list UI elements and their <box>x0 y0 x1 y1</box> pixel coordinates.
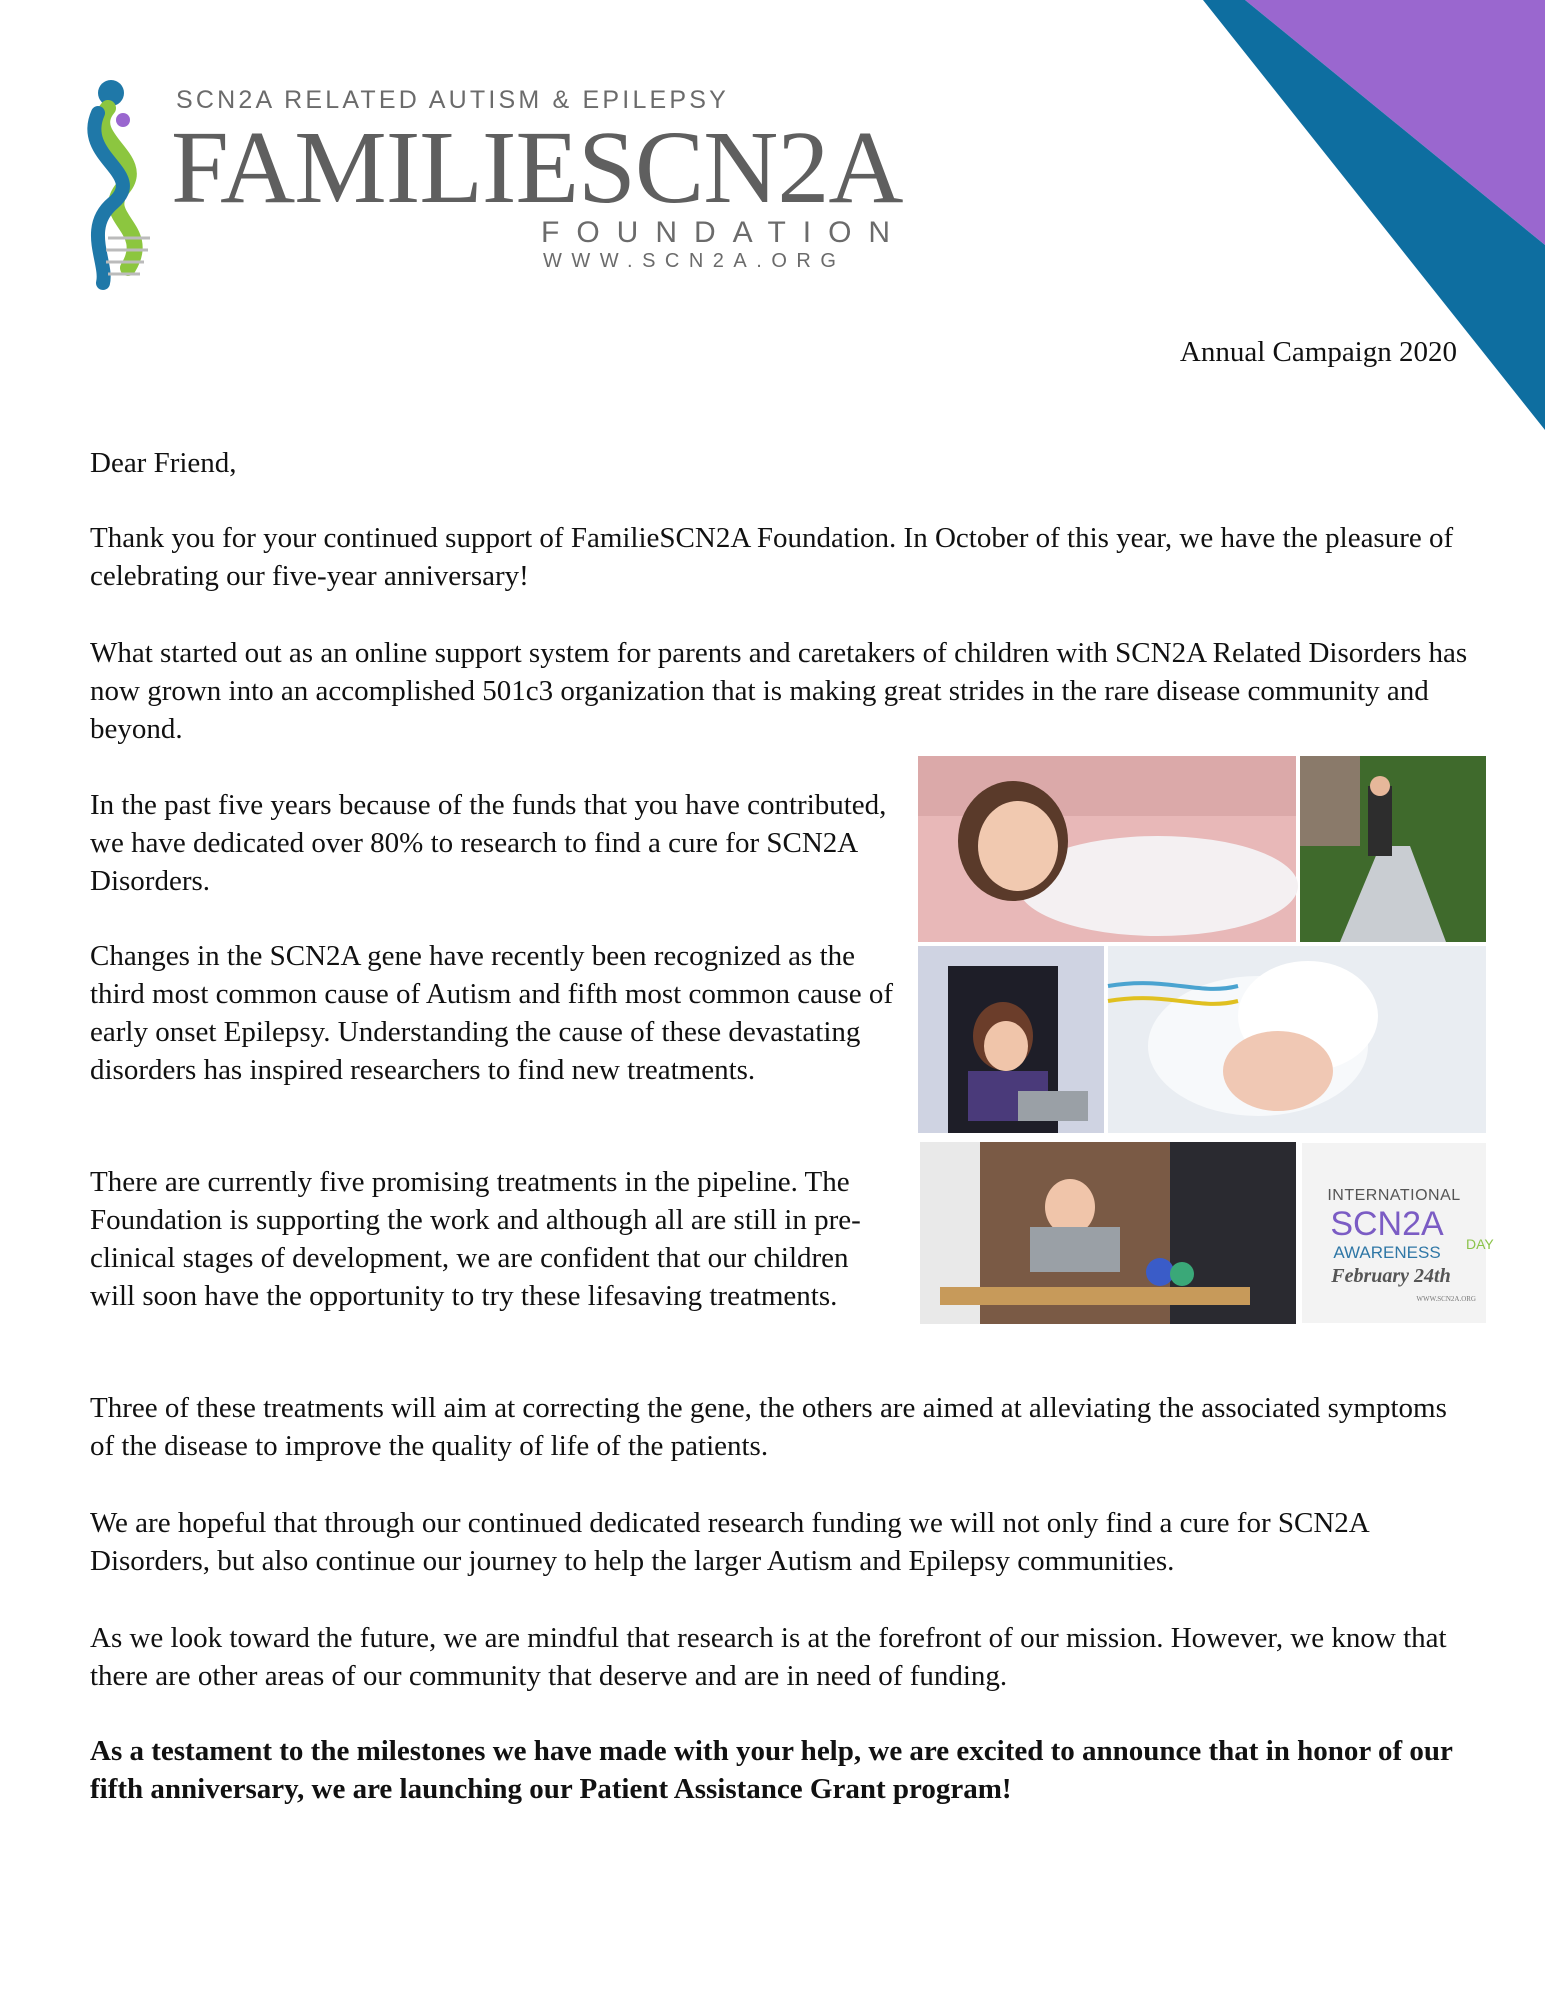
photo-boardwalk <box>1300 756 1486 942</box>
badge-international: INTERNATIONAL <box>1327 1187 1461 1204</box>
logo-tagline: SCN2A RELATED AUTISM & EPILEPSY <box>176 86 730 114</box>
badge-day: DAY <box>1466 1236 1494 1252</box>
paragraph-future: As we look toward the future, we are mindful that research is at the forefront of our mission. However, we know that there are other areas of our community that deserve and are in need of funding. <box>90 1622 1447 1692</box>
awareness-day-badge <box>1302 1143 1494 1323</box>
logo-brand-name: FAMILIESCN2A <box>171 110 903 225</box>
paragraph-funds: In the past five years because of the funds that you have contributed, we have dedicated over 80% to research to find a cure for SCN2A Disorders. <box>90 789 887 897</box>
badge-website: WWW.SCN2A.ORG <box>1416 1295 1476 1303</box>
photo-therapy-swing <box>920 1142 1296 1324</box>
paragraph-gene: Changes in the SCN2A gene have recently been recognized as the third most common cause of Autism and fifth most common cause of early onset Epilepsy. Understanding the cause of these devastating disorders has inspired researchers to find new treatments. <box>90 940 894 1086</box>
paragraph-treatments: There are currently five promising treatments in the pipeline. The Foundation is supporting the work and although all are still in pre-clinical stages of development, we are confident that our children will soon have the opportunity to try these lifesaving treatments. <box>90 1166 861 1312</box>
paragraph-correcting: Three of these treatments will aim at correcting the gene, the others are aimed at alleviating the associated symptoms of the disease to improve the quality of life of the patients. <box>90 1392 1447 1462</box>
logo-website: WWW.SCN2A.ORG <box>543 250 846 272</box>
photo-sleeping-child <box>1108 946 1486 1133</box>
logo-foundation-text: FOUNDATION <box>541 216 908 249</box>
dna-helix-icon <box>78 78 178 288</box>
campaign-title: Annual Campaign 2020 <box>1179 336 1457 368</box>
photo-child-wheelchair <box>918 946 1104 1133</box>
photo-girl-lying <box>918 756 1296 942</box>
salutation: Dear Friend, <box>90 447 237 479</box>
badge-scn2a: SCN2A <box>1330 1205 1444 1243</box>
foundation-logo <box>78 78 908 288</box>
paragraph-history: What started out as an online support system for parents and caretakers of children with SCN2A Related Disorders has now grown into an accomplished 501c3 organization that is making great strides in the rare disease community and beyond. <box>90 637 1468 745</box>
paragraph-thank-you: Thank you for your continued support of FamilieSCN2A Foundation. In October of this year, we have the pleasure of celebrating our five-year anniversary! <box>90 522 1454 592</box>
paragraph-announcement: As a testament to the milestones we have made with your help, we are excited to announce that in honor of our fifth anniversary, we are launching our Patient Assistance Grant program! <box>90 1735 1453 1805</box>
paragraph-hopeful: We are hopeful that through our continued dedicated research funding we will not only find a cure for SCN2A Disorders, but also continue our journey to help the larger Autism and Epilepsy communities. <box>90 1507 1369 1577</box>
badge-date: February 24th <box>1331 1265 1451 1287</box>
badge-awareness: AWARENESS <box>1333 1243 1441 1262</box>
